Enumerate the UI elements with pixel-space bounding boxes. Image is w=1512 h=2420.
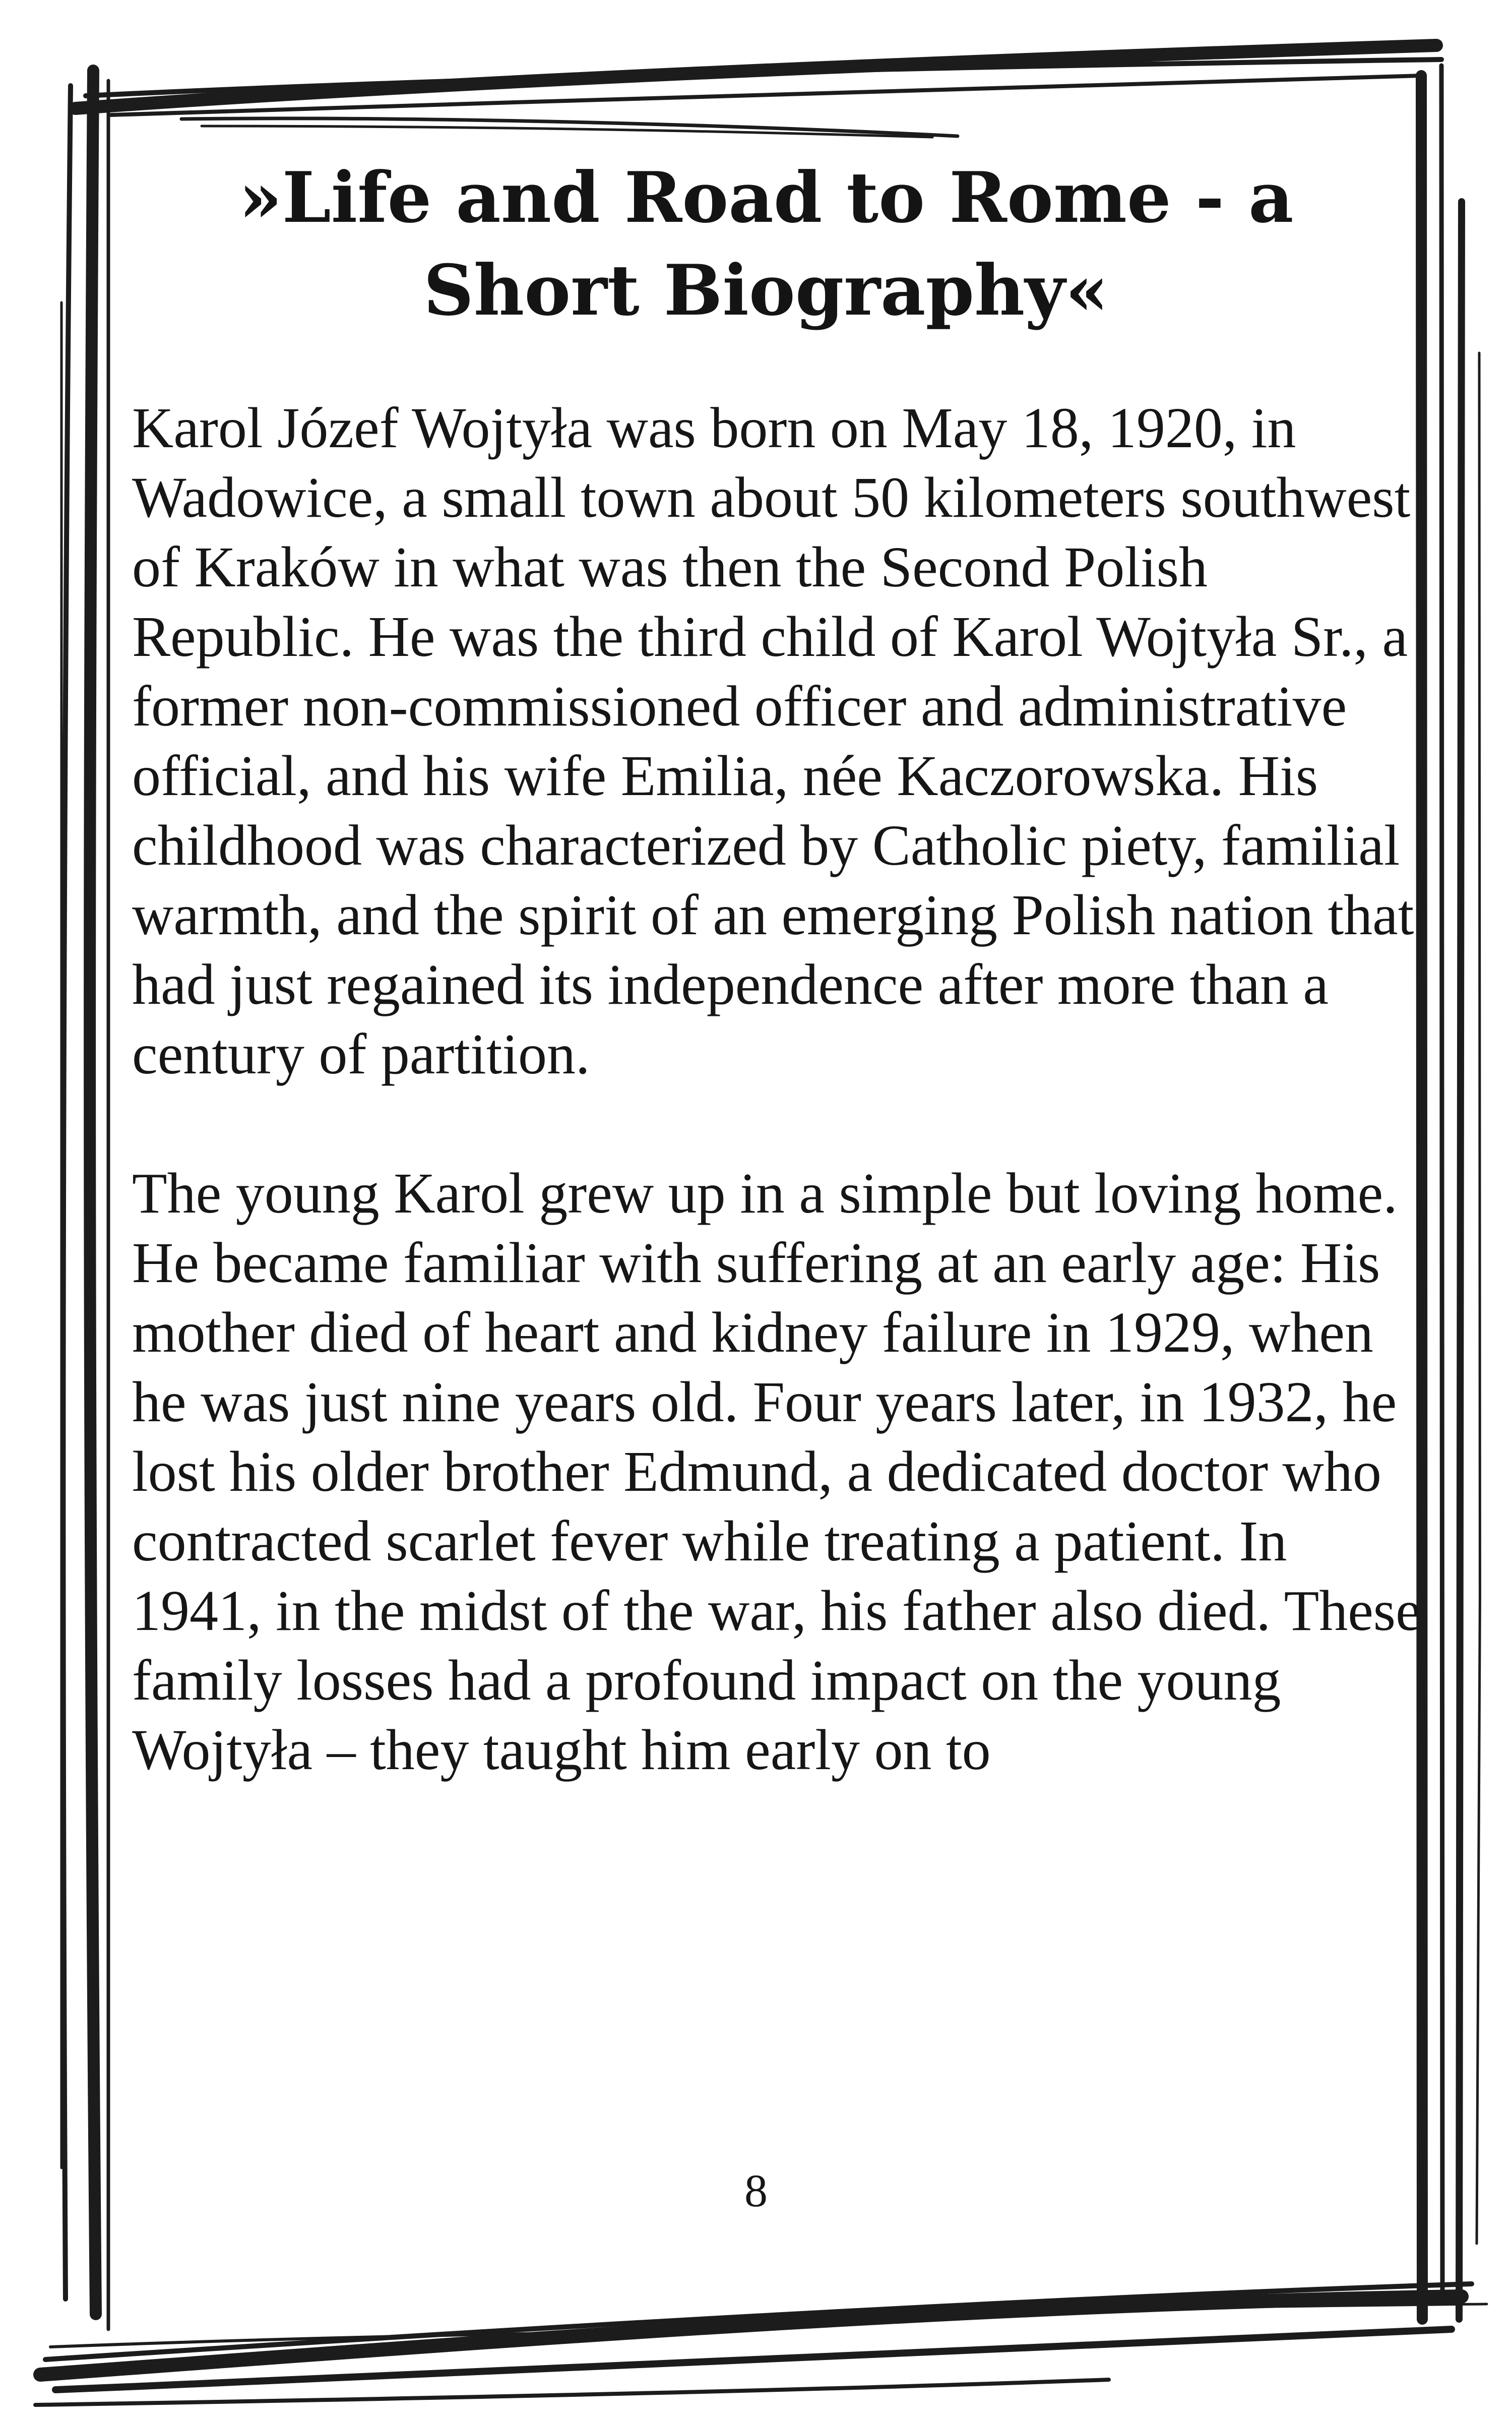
page-number: 8	[744, 2165, 768, 2216]
paragraph: The young Karol grew up in a simple but loving home. He became familiar with suffering at an early age: His mother died of heart and kidney failure in 1929, when he was just nine years old. Four years later, in 1932, he lost his older brother Edmund, a dedicated doctor who contracted scarlet fever while treating a patient. In 1941, in the midst of the war, his father also died. These family losses had a profound impact on the young Wojtyła – they taught him early on to	[132, 1161, 1421, 1782]
page-title: »Life and Road to Rome - a Short Biography«	[238, 156, 1294, 331]
paragraph: Karol Józef Wojtyła was born on May 18, 1920, in Wadowice, a small town about 50 kilometers southwest of Kraków in what was then the Second Polish Republic. He was the third child of Karol Wojtyła Sr., a former non-commissioned officer and administrative official, and his wife Emilia, née Kaczorowska. His childhood was characterized by Catholic piety, familial warmth, and the spirit of an emerging Polish nation that had just regained its independence after more than a century of partition.	[132, 396, 1414, 1086]
body-text	[132, 393, 1422, 1854]
